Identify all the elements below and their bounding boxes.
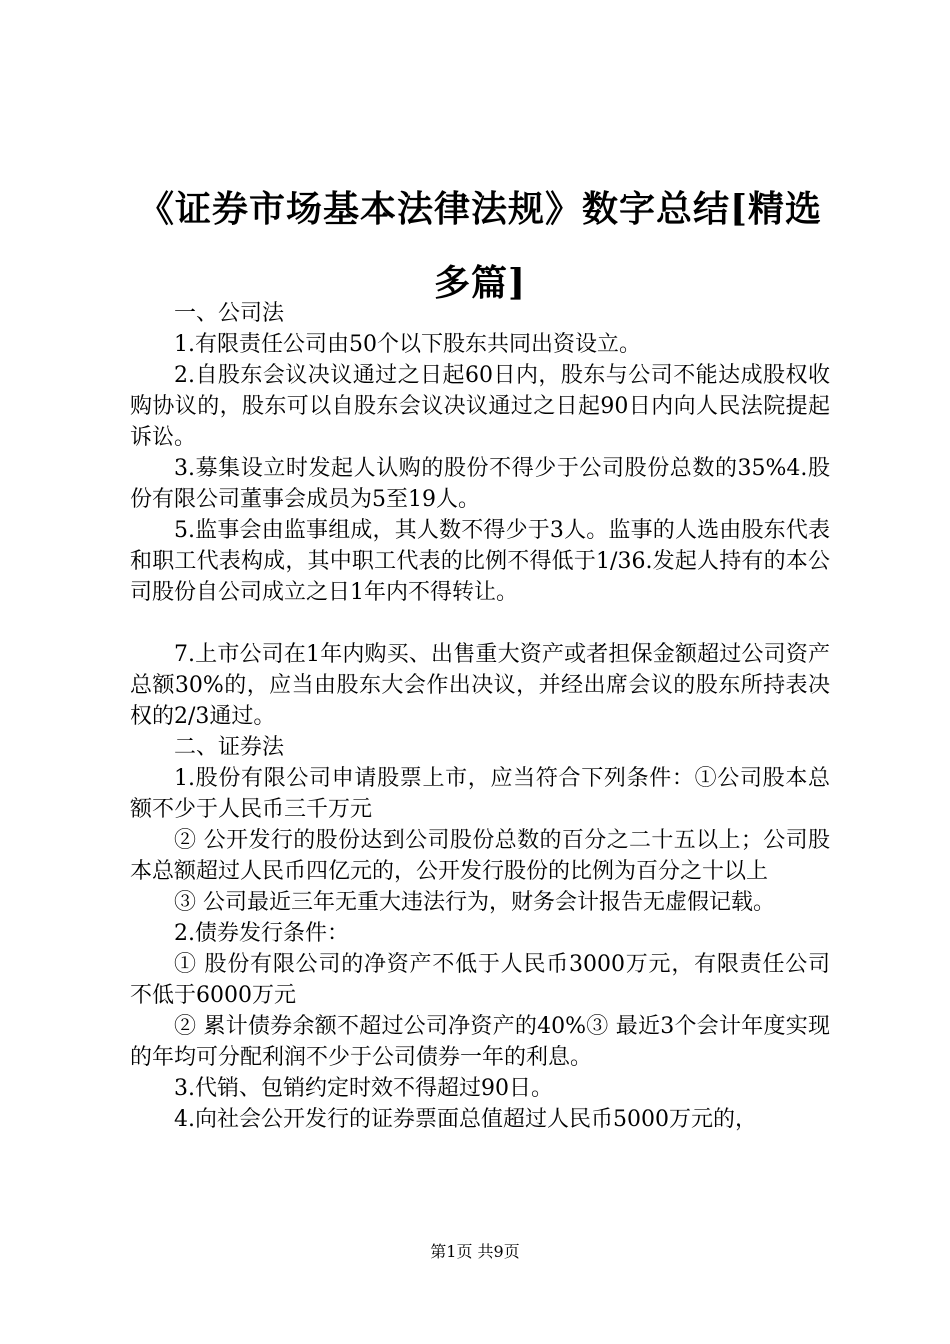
paragraph: ② 累计债券余额不超过公司净资产的40%③ 最近3个会计年度实现的年均可分配利润不少于公司债券一年的利息。 [130,1014,830,1070]
paragraph-gap [130,608,830,639]
paragraph: 7.上市公司在1年内购买、出售重大资产或者担保金额超过公司资产总额30%的，应当由股东大会作出决议，并经出席会议的股东所持表决权的2/3通过。 [130,642,830,729]
document-title: 《证券市场基本法律法规》数字总结[精选多篇] [137,188,823,304]
document-body [130,298,830,1135]
paragraph: 4.向社会公开发行的证券票面总值超过人民币5000万元的， [174,1107,757,1132]
paragraph: ① 股份有限公司的净资产不低于人民币3000万元，有限责任公司不低于6000万元 [130,952,830,1008]
paragraph: 5.监事会由监事组成，其人数不得少于3人。监事的人选由股东代表和职工代表构成，其中职工代表的比例不得低于1/36.发起人持有的本公司股份自公司成立之日1年内不得转让。 [130,518,830,605]
section-heading-securities-law: 二、证券法 [174,735,285,760]
paragraph: 2.自股东会议决议通过之日起60日内，股东与公司不能达成股权收购协议的，股东可以自股东会议决议通过之日起90日内向人民法院提起诉讼。 [130,363,830,450]
paragraph: 1.股份有限公司申请股票上市，应当符合下列条件：①公司股本总额不少于人民币三千万元 [130,766,830,822]
paragraph: 3.代销、包销约定时效不得超过90日。 [174,1076,553,1101]
section-heading-company-law: 一、公司法 [174,301,285,326]
paragraph: 1.有限责任公司由50个以下股东共同出资设立。 [174,332,641,357]
paragraph: 2.债券发行条件： [174,921,349,946]
page-number: 第1页 共9页 [430,1242,520,1261]
paragraph: ③ 公司最近三年无重大违法行为，财务会计报告无虚假记载。 [174,890,775,915]
paragraph: 3.募集设立时发起人认购的股份不得少于公司股份总数的35%4.股份有限公司董事会成员为5至19人。 [130,456,830,512]
paragraph: ② 公开发行的股份达到公司股份总数的百分之二十五以上；公司股本总额超过人民币四亿元的，公开发行股份的比例为百分之十以上 [130,828,830,884]
